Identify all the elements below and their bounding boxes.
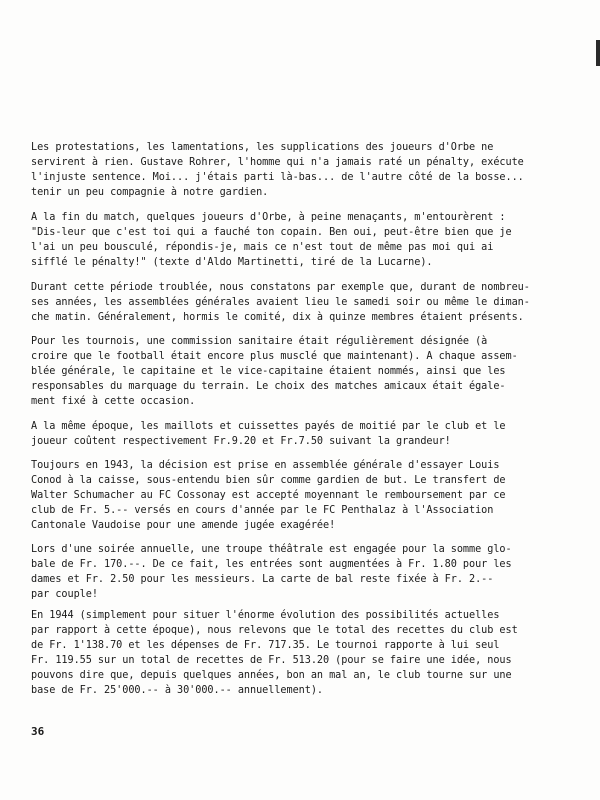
text-line: par rapport à cette époque), nous relevons que le total des recettes du club est — [31, 625, 518, 636]
text-line: ment fixé à cette occasion. — [31, 396, 196, 407]
paragraph-8 — [31, 608, 571, 698]
text-line: Lors d'une soirée annuelle, une troupe théâtrale est engagée pour la somme glo- — [31, 544, 512, 555]
text-line: Durant cette période troublée, nous constatons par exemple que, durant de nombreu- — [31, 282, 530, 293]
text-line: Fr. 119.55 sur un total de recettes de Fr. 513.20 (pour se faire une idée, nous — [31, 655, 512, 666]
paragraph-2 — [31, 210, 571, 270]
text-line: croire que le football était encore plus musclé que maintenant). A chaque assem- — [31, 351, 518, 362]
paragraph-4 — [31, 334, 571, 409]
text-line: responsables du marquage du terrain. Le choix des matches amicaux était égale- — [31, 381, 506, 392]
text-line: dames et Fr. 2.50 pour les messieurs. La carte de bal reste fixée à Fr. 2.-- — [31, 574, 494, 585]
text-line: Conod à la caisse, sous-entendu bien sûr comme gardien de but. Le transfert de — [31, 475, 506, 486]
text-line: club de Fr. 5.-- versés en cours d'année par le FC Penthalaz à l'Association — [31, 505, 494, 516]
text-line: blée générale, le capitaine et le vice-capitaine étaient nommés, ainsi que les — [31, 366, 506, 377]
paragraph-7 — [31, 542, 571, 602]
text-line: A la fin du match, quelques joueurs d'Orbe, à peine menaçants, m'entourèrent : — [31, 212, 506, 223]
scan-edge-mark — [596, 40, 600, 66]
text-line: Walter Schumacher au FC Cossonay est accepté moyennant le remboursement par ce — [31, 490, 506, 501]
text-line: joueur coûtent respectivement Fr.9.20 et Fr.7.50 suivant la grandeur! — [31, 436, 451, 447]
text-line: base de Fr. 25'000.-- à 30'000.-- annuellement). — [31, 685, 324, 696]
text-line: tenir un peu compagnie à notre gardien. — [31, 187, 269, 198]
text-line: l'injuste sentence. Moi... j'étais parti là-bas... de l'autre côté de la bosse... — [31, 172, 524, 183]
text-line: che matin. Généralement, hormis le comité, dix à quinze membres étaient présents. — [31, 312, 524, 323]
paragraph-3 — [31, 280, 571, 325]
text-line: pouvons dire que, depuis quelques années, bon an mal an, le club tourne sur une — [31, 670, 512, 681]
page-number: 36 — [31, 725, 45, 738]
text-line: sifflé le pénalty!" (texte d'Aldo Martinetti, tiré de la Lucarne). — [31, 257, 433, 268]
paragraph-6 — [31, 458, 571, 533]
text-line: l'ai un peu bousculé, répondis-je, mais ce n'est tout de même pas moi qui ai — [31, 242, 494, 253]
text-line: de Fr. 1'138.70 et les dépenses de Fr. 717.35. Le tournoi rapporte à lui seul — [31, 640, 500, 651]
paragraph-5 — [31, 419, 571, 449]
text-line: servirent à rien. Gustave Rohrer, l'homme qui n'a jamais raté un pénalty, exécute — [31, 157, 524, 168]
text-line: Pour les tournois, une commission sanitaire était régulièrement désignée (à — [31, 336, 488, 347]
text-line: Cantonale Vaudoise pour une amende jugée exagérée! — [31, 520, 336, 531]
text-line: Toujours en 1943, la décision est prise en assemblée générale d'essayer Louis — [31, 460, 500, 471]
text-line: Les protestations, les lamentations, les supplications des joueurs d'Orbe ne — [31, 142, 494, 153]
text-line: A la même époque, les maillots et cuissettes payés de moitié par le club et le — [31, 421, 506, 432]
text-line: ses années, les assemblées générales avaient lieu le samedi soir ou même le diman- — [31, 297, 530, 308]
text-line: bale de Fr. 170.--. De ce fait, les entrées sont augmentées à Fr. 1.80 pour les — [31, 559, 512, 570]
text-line: En 1944 (simplement pour situer l'énorme évolution des possibilités actuelles — [31, 610, 500, 621]
text-line: par couple! — [31, 589, 98, 600]
paragraph-1 — [31, 140, 571, 200]
text-line: "Dis-leur que c'est toi qui a fauché ton copain. Ben oui, peut-être bien que je — [31, 227, 512, 238]
